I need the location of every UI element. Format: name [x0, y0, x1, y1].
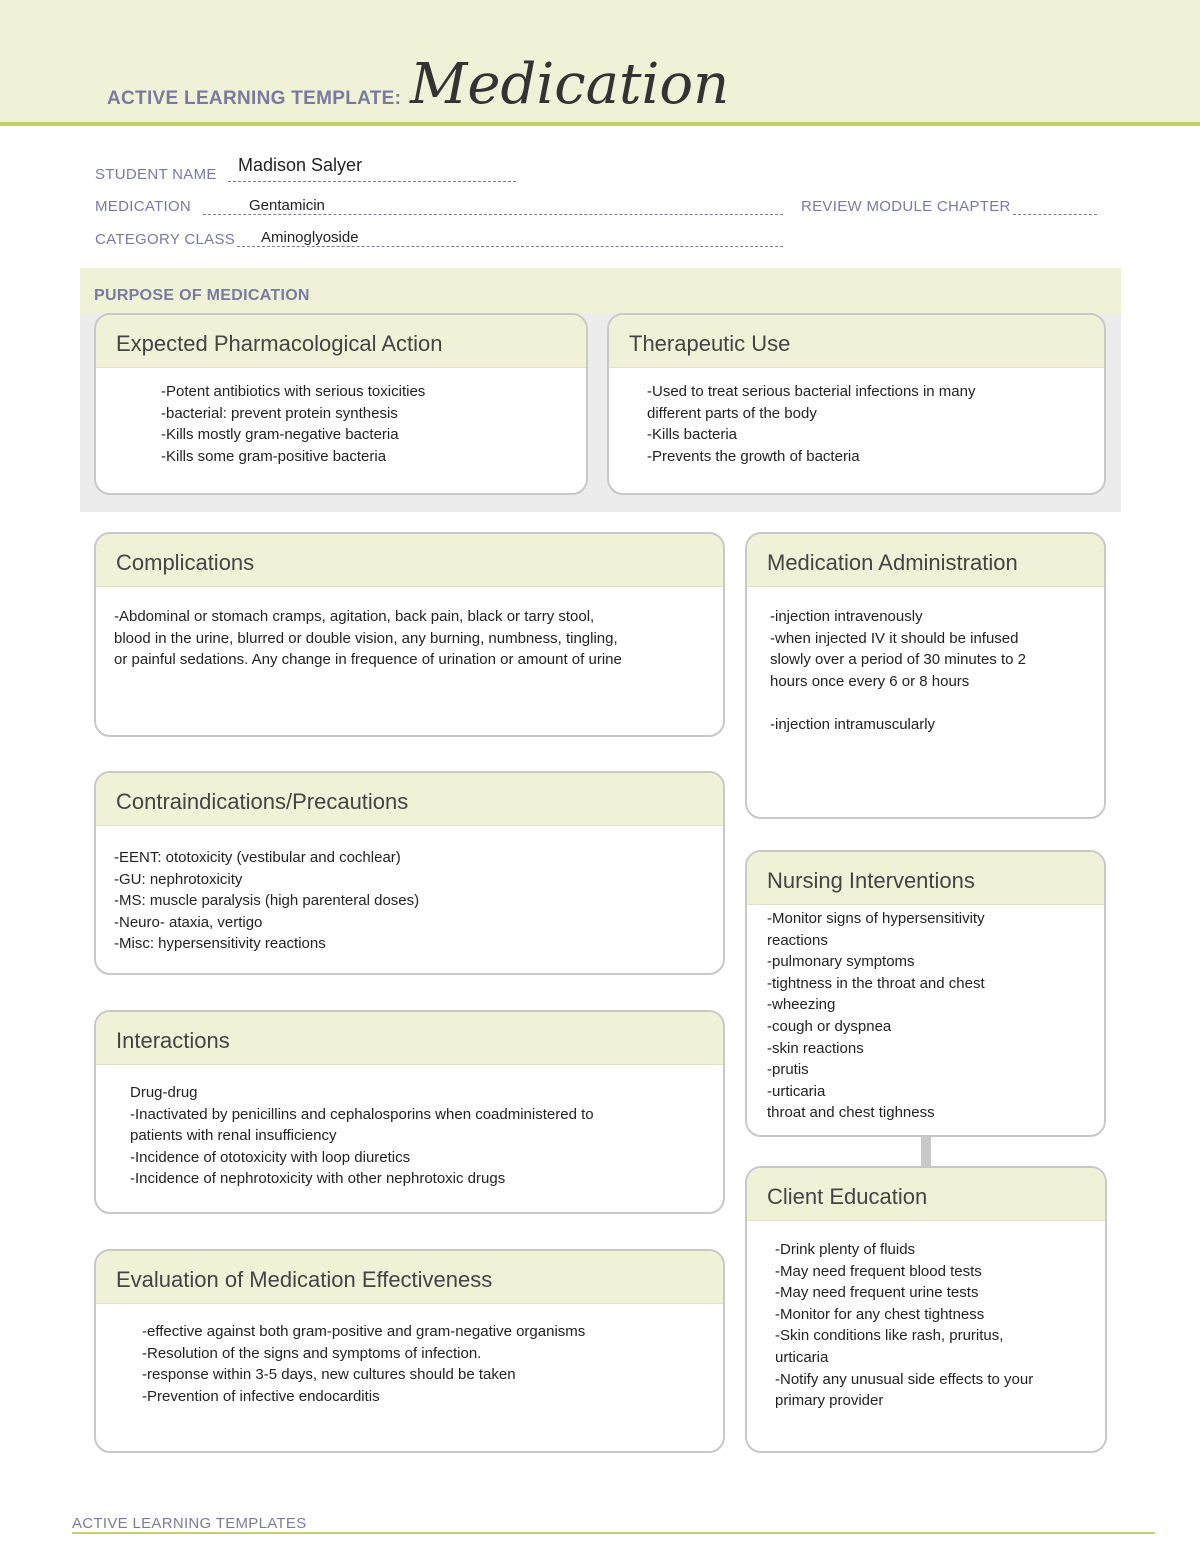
therapeutic-use-card [607, 313, 1106, 495]
therapeutic-use-title: Therapeutic Use [629, 331, 791, 356]
student-name-field[interactable]: Madison Salyer [238, 155, 363, 175]
review-module-label: REVIEW MODULE CHAPTER [801, 198, 1011, 215]
evaluation-card [94, 1249, 725, 1453]
medication-field[interactable]: Gentamicin [249, 197, 325, 214]
nursing-interventions-title: Nursing Interventions [767, 868, 975, 893]
client-education-card [745, 1166, 1107, 1453]
evaluation-text[interactable]: -effective against both gram-positive and gram-negative organisms -Resolution of the signs and symptoms of infection. -response within 3-5 days, new cultures should be taken -Prevention of infective endocarditis [142, 1323, 586, 1405]
evaluation-title: Evaluation of Medication Effectiveness [116, 1267, 493, 1292]
client-education-text[interactable]: -Drink plenty of fluids -May need frequent blood tests -May need frequent urine tests -Monitor for any chest tightness -Skin conditions like rash, pruritus, urticaria -Notify any unusual side effects to your primary provider [775, 1241, 1034, 1410]
interactions-title: Interactions [116, 1028, 230, 1053]
category-class-field[interactable]: Aminoglyoside [261, 229, 359, 246]
medication-label: MEDICATION [95, 198, 192, 215]
medication-administration-text[interactable]: -injection intravenously -when injected IV it should be infused slowly over a period of 30 minutes to 2 hours once every 6 or 8 hours -injection intramuscularly [770, 608, 1026, 733]
nursing-interventions-card [745, 850, 1106, 1137]
therapeutic-use-text[interactable]: -Used to treat serious bacterial infections in many different parts of the body -Kills bacteria -Prevents the growth of bacteria [647, 383, 976, 465]
purpose-label: PURPOSE OF MEDICATION [94, 287, 310, 304]
interactions-card [94, 1010, 725, 1214]
footer-rule [72, 1532, 1155, 1534]
nursing-interventions-text[interactable]: -Monitor signs of hypersensitivity reactions -pulmonary symptoms -tightness in the throat and chest -wheezing -cough or dyspnea -skin reactions -prutis -urticaria throat and chest tighness [767, 910, 985, 1122]
complications-text[interactable]: -Abdominal or stomach cramps, agitation, back pain, black or tarry stool, blood in the urine, blurred or double vision, any burning, numbness, tingling, or painful sedations. Any change in frequence of urination or amount of urine [114, 608, 622, 669]
complications-title: Complications [116, 550, 255, 575]
medication-administration-title: Medication Administration [767, 550, 1018, 575]
medication-line [203, 214, 783, 215]
footer-label: ACTIVE LEARNING TEMPLATES [72, 1515, 307, 1532]
medication-administration-card [745, 532, 1106, 819]
student-name-line [228, 181, 516, 182]
review-module-field[interactable] [1013, 214, 1097, 215]
expected-action-card [94, 313, 588, 495]
contraindications-card [94, 771, 725, 975]
template-title: Medication [410, 52, 730, 117]
template-label: ACTIVE LEARNING TEMPLATE: [107, 88, 402, 109]
interactions-text[interactable]: Drug-drug -Inactivated by penicillins and cephalosporins when coadministered to patients with renal insufficiency -Incidence of ototoxicity with loop diuretics -Incidence of nephrotoxicity with other nephrotoxic drugs [130, 1084, 594, 1188]
header-rule [0, 122, 1200, 126]
expected-action-title: Expected Pharmacological Action [116, 331, 443, 356]
contraindications-title: Contraindications/Precautions [116, 789, 409, 814]
complications-card [94, 532, 725, 737]
card-connector [921, 1136, 931, 1166]
category-class-line [237, 246, 783, 247]
category-class-label: CATEGORY CLASS [95, 231, 236, 248]
contraindications-text[interactable]: -EENT: ototoxicity (vestibular and cochlear) -GU: nephrotoxicity -MS: muscle paralysis (high parenteral doses) -Neuro- ataxia, vertigo -Misc: hypersensitivity reactions [114, 849, 420, 953]
student-name-label: STUDENT NAME [95, 166, 217, 183]
client-education-title: Client Education [767, 1184, 928, 1209]
expected-action-text[interactable]: -Potent antibiotics with serious toxicities -bacterial: prevent protein synthesis -Kills mostly gram-negative bacteria -Kills some gram-positive bacteria [161, 383, 426, 465]
